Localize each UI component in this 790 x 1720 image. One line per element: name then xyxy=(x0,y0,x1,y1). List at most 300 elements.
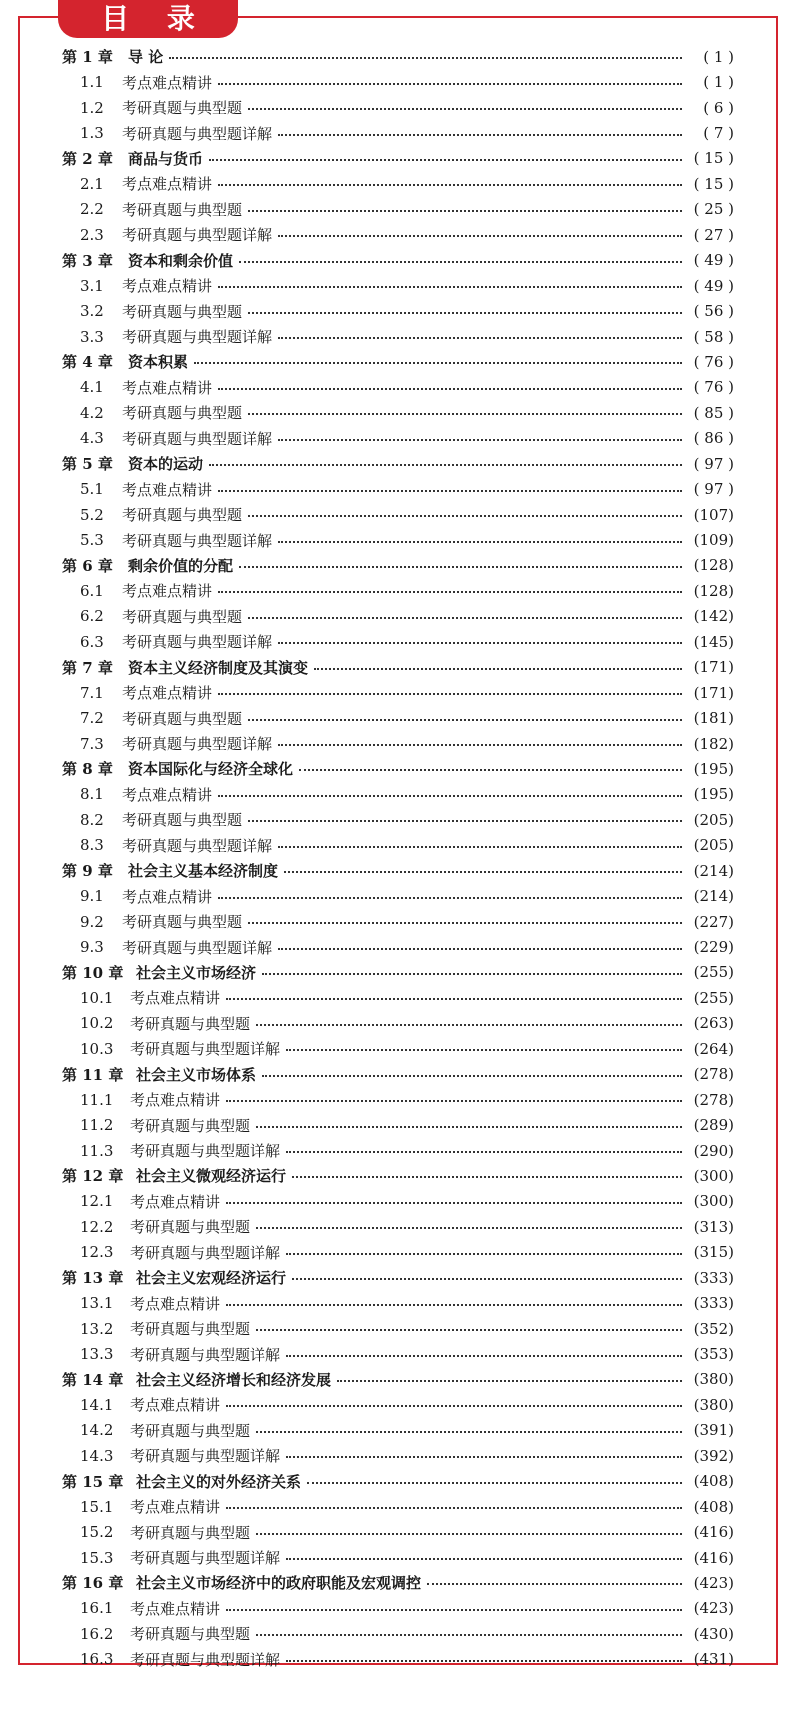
entry-title: 考研真题与典型题详解 xyxy=(122,633,273,652)
entry-title: 考研真题与典型题详解 xyxy=(122,328,273,347)
entry-number: 8.2 xyxy=(80,810,104,829)
entry-number: 4.2 xyxy=(80,403,104,422)
toc-chapter-entry[interactable] xyxy=(62,858,734,883)
entry-number: 9.2 xyxy=(80,912,104,931)
entry-title: 考点难点精讲 xyxy=(130,1294,221,1313)
toc-section-entry[interactable] xyxy=(62,426,734,451)
toc-chapter-entry[interactable] xyxy=(62,1367,734,1392)
dot-leader xyxy=(218,477,682,502)
entry-title: 考点难点精讲 xyxy=(130,1599,221,1618)
dot-leader xyxy=(286,1036,682,1061)
toc-section-entry[interactable] xyxy=(62,985,734,1010)
entry-page-number: (107) xyxy=(693,505,734,524)
entry-number: 2.1 xyxy=(80,174,104,193)
entry-title: 考研真题与典型题详解 xyxy=(122,226,273,245)
toc-section-entry[interactable] xyxy=(62,171,734,196)
entry-number: 12.3 xyxy=(80,1243,114,1262)
toc-section-entry[interactable] xyxy=(62,69,734,94)
entry-number: 14.1 xyxy=(80,1395,114,1414)
entry-number: 第 9 章 xyxy=(62,862,113,881)
entry-page-number: (430) xyxy=(693,1624,734,1643)
entry-title: 考研真题与典型题详解 xyxy=(130,1447,281,1466)
entry-page-number: (391) xyxy=(693,1421,734,1440)
dot-leader xyxy=(286,1342,682,1367)
entry-page-number: (408) xyxy=(693,1472,734,1491)
toc-section-entry[interactable] xyxy=(62,1138,734,1163)
entry-number: 第 13 章 xyxy=(62,1269,124,1288)
entry-page-number: ( 15 ) xyxy=(693,174,734,193)
dot-leader xyxy=(226,1189,682,1214)
entry-number: 12.2 xyxy=(80,1217,114,1236)
entry-number: 第 4 章 xyxy=(62,353,113,372)
toc-section-entry[interactable] xyxy=(62,197,734,222)
toc-section-entry[interactable] xyxy=(62,934,734,959)
toc-chapter-entry[interactable] xyxy=(62,1265,734,1290)
entry-page-number: (181) xyxy=(693,709,734,728)
toc-chapter-entry[interactable] xyxy=(62,1469,734,1494)
entry-title: 考研真题与典型题 xyxy=(130,1116,251,1135)
entry-title: 导 论 xyxy=(128,48,164,67)
entry-page-number: (227) xyxy=(693,912,734,931)
entry-title: 考点难点精讲 xyxy=(130,1192,221,1211)
entry-title: 考研真题与典型题详解 xyxy=(122,531,273,550)
toc-section-entry[interactable] xyxy=(62,1316,734,1341)
entry-page-number: (278) xyxy=(693,1065,734,1084)
dot-leader xyxy=(292,1265,682,1290)
entry-title: 考研真题与典型题 xyxy=(130,1320,251,1339)
entry-number: 第 11 章 xyxy=(62,1065,124,1084)
toc-section-entry[interactable] xyxy=(62,731,734,756)
dot-leader xyxy=(239,248,682,273)
dot-leader xyxy=(427,1570,682,1595)
dot-leader xyxy=(278,833,682,858)
entry-page-number: ( 97 ) xyxy=(693,454,734,473)
entry-page-number: (380) xyxy=(693,1370,734,1389)
dot-leader xyxy=(284,858,682,883)
entry-page-number: ( 49 ) xyxy=(693,251,734,270)
entry-page-number: (333) xyxy=(693,1294,734,1313)
toc-chapter-entry[interactable] xyxy=(62,960,734,985)
toc-section-entry[interactable] xyxy=(62,502,734,527)
entry-title: 社会主义市场体系 xyxy=(136,1065,257,1084)
toc-section-entry[interactable] xyxy=(62,1519,734,1544)
entry-number: 16.1 xyxy=(80,1599,114,1618)
entry-page-number: (255) xyxy=(693,963,734,982)
entry-number: 11.3 xyxy=(80,1141,114,1160)
entry-title: 资本积累 xyxy=(128,353,189,372)
entry-number: 14.2 xyxy=(80,1421,114,1440)
entry-page-number: (214) xyxy=(693,887,734,906)
entry-page-number: (289) xyxy=(693,1116,734,1135)
entry-page-number: (380) xyxy=(693,1395,734,1414)
entry-title: 考点难点精讲 xyxy=(130,989,221,1008)
entry-page-number: (214) xyxy=(693,861,734,880)
entry-page-number: (128) xyxy=(693,581,734,600)
dot-leader xyxy=(226,1087,682,1112)
entry-title: 考研真题与典型题详解 xyxy=(130,1549,281,1568)
entry-number: 16.3 xyxy=(80,1650,114,1669)
entry-page-number: (290) xyxy=(693,1141,734,1160)
toc-chapter-entry[interactable] xyxy=(62,655,734,680)
table-of-contents xyxy=(62,44,734,1672)
dot-leader xyxy=(278,731,682,756)
dot-leader xyxy=(286,1545,682,1570)
entry-page-number: ( 6 ) xyxy=(703,98,734,117)
entry-page-number: (333) xyxy=(693,1268,734,1287)
entry-title: 考研真题与典型题详解 xyxy=(130,1650,281,1669)
entry-title: 考研真题与典型题 xyxy=(122,607,243,626)
entry-title: 考研真题与典型题 xyxy=(122,302,243,321)
entry-page-number: ( 15 ) xyxy=(693,149,734,168)
dot-leader xyxy=(286,1240,682,1265)
entry-number: 10.1 xyxy=(80,988,114,1007)
entry-page-number: (300) xyxy=(693,1192,734,1211)
toc-section-entry[interactable] xyxy=(62,400,734,425)
entry-number: 第 8 章 xyxy=(62,760,113,779)
entry-title: 考研真题与典型题详解 xyxy=(130,1345,281,1364)
entry-title: 商品与货币 xyxy=(128,149,204,168)
toc-section-entry[interactable] xyxy=(62,578,734,603)
entry-number: 第 15 章 xyxy=(62,1472,124,1491)
entry-page-number: ( 1 ) xyxy=(703,73,734,92)
entry-page-number: (408) xyxy=(693,1497,734,1516)
dot-leader xyxy=(262,960,682,985)
toc-section-entry[interactable] xyxy=(62,1290,734,1315)
toc-section-entry[interactable] xyxy=(62,298,734,323)
entry-title: 考研真题与典型题详解 xyxy=(130,1040,281,1059)
dot-leader xyxy=(218,171,682,196)
entry-title: 考研真题与典型题详解 xyxy=(122,735,273,754)
dot-leader xyxy=(248,604,682,629)
entry-number: 1.2 xyxy=(80,98,104,117)
toc-chapter-entry[interactable] xyxy=(62,451,734,476)
entry-title: 考研真题与典型题 xyxy=(122,811,243,830)
entry-title: 资本主义经济制度及其演变 xyxy=(128,658,309,677)
dot-leader xyxy=(278,528,682,553)
entry-number: 5.2 xyxy=(80,505,104,524)
toc-section-entry[interactable] xyxy=(62,1240,734,1265)
entry-title: 考研真题与典型题 xyxy=(130,1218,251,1237)
entry-title: 考点难点精讲 xyxy=(122,73,213,92)
entry-page-number: (145) xyxy=(693,632,734,651)
dot-leader xyxy=(248,502,682,527)
entry-number: 10.3 xyxy=(80,1039,114,1058)
dot-leader xyxy=(337,1367,682,1392)
dot-leader xyxy=(248,400,682,425)
entry-page-number: ( 56 ) xyxy=(693,302,734,321)
entry-number: 第 5 章 xyxy=(62,455,113,474)
entry-page-number: (352) xyxy=(693,1319,734,1338)
entry-page-number: ( 76 ) xyxy=(693,352,734,371)
entry-number: 5.3 xyxy=(80,531,104,550)
entry-number: 9.3 xyxy=(80,938,104,957)
entry-number: 15.2 xyxy=(80,1523,114,1542)
entry-page-number: (278) xyxy=(693,1090,734,1109)
entry-title: 考研真题与典型题 xyxy=(122,404,243,423)
entry-title: 考研真题与典型题 xyxy=(122,99,243,118)
entry-number: 8.3 xyxy=(80,836,104,855)
entry-number: 4.1 xyxy=(80,378,104,397)
entry-page-number: (255) xyxy=(693,988,734,1007)
entry-number: 13.1 xyxy=(80,1294,114,1313)
entry-title: 考点难点精讲 xyxy=(122,378,213,397)
entry-number: 7.1 xyxy=(80,683,104,702)
entry-title: 考研真题与典型题详解 xyxy=(122,836,273,855)
entry-title: 考点难点精讲 xyxy=(122,582,213,601)
entry-page-number: ( 76 ) xyxy=(693,378,734,397)
dot-leader xyxy=(262,1062,682,1087)
toc-section-entry[interactable] xyxy=(62,1036,734,1061)
toc-chapter-entry[interactable] xyxy=(62,756,734,781)
entry-page-number: (423) xyxy=(693,1599,734,1618)
toc-section-entry[interactable] xyxy=(62,1341,734,1366)
toc-section-entry[interactable] xyxy=(62,476,734,501)
toc-section-entry[interactable] xyxy=(62,1621,734,1646)
dot-leader xyxy=(226,1392,682,1417)
entry-page-number: ( 1 ) xyxy=(703,47,734,66)
dot-leader xyxy=(286,1443,682,1468)
entry-page-number: (229) xyxy=(693,938,734,957)
entry-number: 16.2 xyxy=(80,1624,114,1643)
entry-title: 考研真题与典型题 xyxy=(122,913,243,932)
toc-section-entry[interactable] xyxy=(62,680,734,705)
entry-title: 考点难点精讲 xyxy=(122,480,213,499)
dot-leader xyxy=(248,299,682,324)
toc-section-entry[interactable] xyxy=(62,1494,734,1519)
dot-leader xyxy=(218,578,682,603)
entry-page-number: (392) xyxy=(693,1446,734,1465)
entry-page-number: (263) xyxy=(693,1014,734,1033)
dot-leader xyxy=(218,884,682,909)
dot-leader xyxy=(278,629,682,654)
entry-number: 6.2 xyxy=(80,607,104,626)
page-title: 目 录 xyxy=(58,0,238,38)
entry-number: 10.2 xyxy=(80,1014,114,1033)
entry-page-number: (109) xyxy=(693,531,734,550)
entry-title: 资本国际化与经济全球化 xyxy=(128,760,294,779)
entry-number: 6.3 xyxy=(80,632,104,651)
dot-leader xyxy=(169,44,682,69)
entry-number: 4.3 xyxy=(80,429,104,448)
entry-title: 社会主义市场经济中的政府职能及宏观调控 xyxy=(136,1574,422,1593)
toc-chapter-entry[interactable] xyxy=(62,553,734,578)
entry-page-number: ( 25 ) xyxy=(693,200,734,219)
entry-page-number: (431) xyxy=(693,1650,734,1669)
dot-leader xyxy=(278,935,682,960)
toc-section-entry[interactable] xyxy=(62,273,734,298)
entry-page-number: ( 58 ) xyxy=(693,327,734,346)
toc-section-entry[interactable] xyxy=(62,1596,734,1621)
entry-title: 考点难点精讲 xyxy=(122,887,213,906)
entry-page-number: ( 86 ) xyxy=(693,429,734,448)
entry-number: 2.2 xyxy=(80,200,104,219)
toc-section-entry[interactable] xyxy=(62,1647,734,1672)
toc-section-entry[interactable] xyxy=(62,375,734,400)
toc-chapter-entry[interactable] xyxy=(62,44,734,69)
entry-number: 13.2 xyxy=(80,1319,114,1338)
toc-section-entry[interactable] xyxy=(62,222,734,247)
entry-page-number: (171) xyxy=(693,658,734,677)
dot-leader xyxy=(256,1316,682,1341)
toc-chapter-entry[interactable] xyxy=(62,1163,734,1188)
dot-leader xyxy=(278,324,682,349)
entry-page-number: (205) xyxy=(693,836,734,855)
entry-page-number: (171) xyxy=(693,683,734,702)
toc-section-entry[interactable] xyxy=(62,324,734,349)
entry-number: 第 3 章 xyxy=(62,251,113,270)
dot-leader xyxy=(292,1163,682,1188)
toc-section-entry[interactable] xyxy=(62,527,734,552)
entry-title: 考研真题与典型题详解 xyxy=(122,429,273,448)
toc-section-entry[interactable] xyxy=(62,1087,734,1112)
dot-leader xyxy=(278,426,682,451)
entry-title: 考研真题与典型题 xyxy=(130,1014,251,1033)
toc-section-entry[interactable] xyxy=(62,1011,734,1036)
toc-section-entry[interactable] xyxy=(62,629,734,654)
entry-title: 剩余价值的分配 xyxy=(128,556,234,575)
entry-title: 资本和剩余价值 xyxy=(128,251,234,270)
entry-page-number: (195) xyxy=(693,785,734,804)
dot-leader xyxy=(278,121,682,146)
entry-page-number: ( 49 ) xyxy=(693,276,734,295)
entry-page-number: (416) xyxy=(693,1548,734,1567)
entry-page-number: (313) xyxy=(693,1217,734,1236)
dot-leader xyxy=(226,1291,682,1316)
entry-number: 第 6 章 xyxy=(62,556,113,575)
dot-leader xyxy=(218,782,682,807)
entry-page-number: (315) xyxy=(693,1243,734,1262)
toc-section-entry[interactable] xyxy=(62,1443,734,1468)
entry-number: 5.1 xyxy=(80,480,104,499)
entry-number: 第 7 章 xyxy=(62,658,113,677)
entry-number: 1.1 xyxy=(80,73,104,92)
entry-title: 考研真题与典型题 xyxy=(122,200,243,219)
dot-leader xyxy=(209,451,682,476)
dot-leader xyxy=(218,273,682,298)
entry-page-number: ( 7 ) xyxy=(703,124,734,143)
entry-number: 9.1 xyxy=(80,887,104,906)
toc-chapter-entry[interactable] xyxy=(62,349,734,374)
toc-section-entry[interactable] xyxy=(62,1214,734,1239)
entry-title: 考研真题与典型题 xyxy=(130,1625,251,1644)
entry-title: 社会主义基本经济制度 xyxy=(128,862,279,881)
entry-number: 7.3 xyxy=(80,734,104,753)
entry-number: 2.3 xyxy=(80,225,104,244)
entry-number: 第 1 章 xyxy=(62,48,113,67)
entry-number: 8.1 xyxy=(80,785,104,804)
toc-section-entry[interactable] xyxy=(62,1189,734,1214)
entry-number: 13.3 xyxy=(80,1345,114,1364)
entry-title: 考点难点精讲 xyxy=(130,1498,221,1517)
toc-section-entry[interactable] xyxy=(62,604,734,629)
entry-title: 社会主义的对外经济关系 xyxy=(136,1472,302,1491)
dot-leader xyxy=(248,197,682,222)
entry-number: 15.3 xyxy=(80,1548,114,1567)
toc-section-entry[interactable] xyxy=(62,120,734,145)
entry-page-number: (128) xyxy=(693,556,734,575)
toc-section-entry[interactable] xyxy=(62,782,734,807)
toc-section-entry[interactable] xyxy=(62,1112,734,1137)
entry-title: 考点难点精讲 xyxy=(130,1091,221,1110)
dot-leader xyxy=(218,680,682,705)
entry-number: 第 16 章 xyxy=(62,1574,124,1593)
toc-chapter-entry[interactable] xyxy=(62,1062,734,1087)
entry-number: 7.2 xyxy=(80,709,104,728)
toc-section-entry[interactable] xyxy=(62,883,734,908)
entry-page-number: ( 97 ) xyxy=(693,480,734,499)
entry-page-number: (142) xyxy=(693,607,734,626)
entry-title: 社会主义市场经济 xyxy=(136,963,257,982)
toc-section-entry[interactable] xyxy=(62,1418,734,1443)
toc-section-entry[interactable] xyxy=(62,95,734,120)
toc-section-entry[interactable] xyxy=(62,1545,734,1570)
entry-title: 考研真题与典型题详解 xyxy=(130,1243,281,1262)
dot-leader xyxy=(256,1621,682,1646)
entry-page-number: (416) xyxy=(693,1523,734,1542)
dot-leader xyxy=(226,1596,682,1621)
dot-leader xyxy=(209,146,682,171)
dot-leader xyxy=(256,1113,682,1138)
dot-leader xyxy=(286,1138,682,1163)
entry-page-number: ( 85 ) xyxy=(693,403,734,422)
dot-leader xyxy=(314,655,682,680)
entry-title: 考点难点精讲 xyxy=(130,1396,221,1415)
toc-section-entry[interactable] xyxy=(62,833,734,858)
toc-section-entry[interactable] xyxy=(62,807,734,832)
dot-leader xyxy=(286,1647,682,1672)
entry-title: 考点难点精讲 xyxy=(122,785,213,804)
dot-leader xyxy=(256,1418,682,1443)
entry-number: 11.2 xyxy=(80,1116,114,1135)
entry-page-number: (205) xyxy=(693,810,734,829)
entry-title: 考研真题与典型题 xyxy=(122,506,243,525)
entry-title: 考研真题与典型题详解 xyxy=(122,124,273,143)
dot-leader xyxy=(248,807,682,832)
toc-chapter-entry[interactable] xyxy=(62,146,734,171)
toc-chapter-entry[interactable] xyxy=(62,1570,734,1595)
dot-leader xyxy=(239,553,682,578)
entry-title: 考点难点精讲 xyxy=(122,277,213,296)
entry-title: 考研真题与典型题 xyxy=(130,1523,251,1542)
dot-leader xyxy=(256,1520,682,1545)
entry-number: 3.1 xyxy=(80,276,104,295)
toc-section-entry[interactable] xyxy=(62,1392,734,1417)
dot-leader xyxy=(248,706,682,731)
entry-page-number: ( 27 ) xyxy=(693,225,734,244)
entry-number: 12.1 xyxy=(80,1192,114,1211)
entry-title: 社会主义微观经济运行 xyxy=(136,1167,287,1186)
dot-leader xyxy=(194,349,682,374)
entry-number: 第 14 章 xyxy=(62,1370,124,1389)
dot-leader xyxy=(248,95,682,120)
entry-number: 15.1 xyxy=(80,1497,114,1516)
dot-leader xyxy=(248,909,682,934)
entry-page-number: (264) xyxy=(693,1039,734,1058)
toc-section-entry[interactable] xyxy=(62,909,734,934)
dot-leader xyxy=(278,222,682,247)
entry-title: 社会主义经济增长和经济发展 xyxy=(136,1370,332,1389)
dot-leader xyxy=(218,375,682,400)
entry-number: 3.3 xyxy=(80,327,104,346)
entry-number: 1.3 xyxy=(80,124,104,143)
toc-chapter-entry[interactable] xyxy=(62,248,734,273)
toc-section-entry[interactable] xyxy=(62,705,734,730)
entry-title: 资本的运动 xyxy=(128,455,204,474)
entry-title: 考研真题与典型题详解 xyxy=(122,938,273,957)
entry-number: 3.2 xyxy=(80,302,104,321)
entry-number: 14.3 xyxy=(80,1446,114,1465)
entry-page-number: (182) xyxy=(693,734,734,753)
